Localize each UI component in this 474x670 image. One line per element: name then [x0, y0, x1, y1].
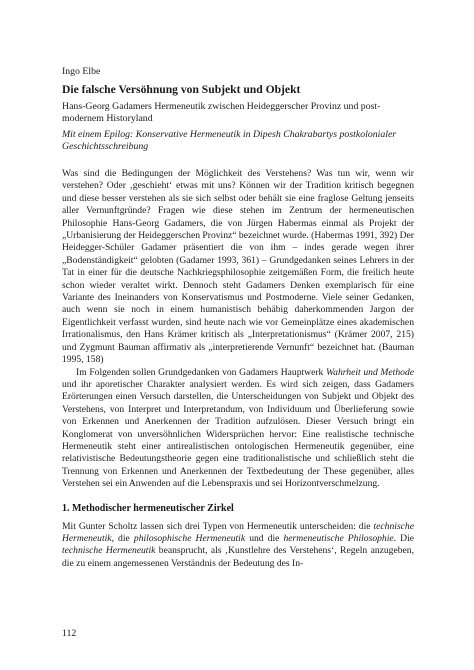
- epilog-note: Mit einem Epilog: Konservative Hermeneutik in Dipesh Chakrabartys postkolonialer Geschichtsschreibung: [62, 129, 397, 152]
- page-number: 112: [62, 628, 77, 639]
- section-heading: 1. Methodischer hermeneutischer Zirkel: [62, 502, 234, 514]
- section-text: beansprucht, als ‚Kunstlehre des Verstehens‘, Regeln anzugeben, die zu einem angemessenen Verständnis der Bedeutung des In-: [62, 545, 414, 569]
- page-content: [62, 66, 414, 570]
- book-title: Wahrheit und Methode: [326, 366, 414, 378]
- section-text: und die: [245, 532, 284, 544]
- emphasis-term: technische Hermeneutik: [62, 520, 414, 544]
- section-text: Mit Gunter Scholtz lassen sich drei Typen von Hermeneutik unterscheiden: die: [62, 520, 374, 532]
- emphasis-term: hermeneutische Philosophie: [283, 532, 394, 544]
- author-name: Ingo Elbe: [62, 66, 101, 77]
- paragraph-2-text: und ihr aporetischer Charakter analysiert werden. Es wird sich zeigen, dass Gadamers Erörterungen einen Versuch darstellen, die Unterscheidungen von Subjekt und Objekt des Verstehens, von Interpret und Interpretandum, von Individuum und Überlieferung sowie von Erkennen und Anerkennen der Tradition aufzulösen. Dieser Versuch bringt ein Konglomerat von unversöhnlichen Widersprüchen hervor: Eine realistische technische Hermeneutik steht einer antirealistischen ontologischen Hermeneutik gegenüber, eine relativistische Bedeutungstheorie gegen eine traditionalistische und schließlich steht die Trennung von Erkennen und Anerkennen der Textbedeutung der These gegenüber, alles Verstehen sei ein Anwenden auf die Lebenspraxis und sei Horizontverschmelzung.: [62, 378, 414, 490]
- section-text: , die: [111, 532, 134, 544]
- article-title: Die falsche Versöhnung von Subjekt und Objekt: [62, 83, 301, 96]
- paragraph-2-text: Im Folgenden sollen Grundgedanken von Gadamers Hauptwerk: [76, 366, 327, 378]
- emphasis-term: technische Hermeneutik: [62, 545, 156, 557]
- article-subtitle: Hans-Georg Gadamers Hermeneutik zwischen Heideggerscher Provinz und postmodernem Historyland: [62, 101, 381, 124]
- emphasis-term: philosophische Hermeneutik: [133, 532, 246, 544]
- body-paragraph-1: Was sind die Bedingungen der Möglichkeit des Verstehens? Was tun wir, wenn wir verstehen? Oder ‚geschieht‘ etwas mit uns? Können wir der Tradition kritisch begegnen und diese besser verstehen als sie sich selbst oder behält sie eine fraglose Geltung jenseits aller Vernunftgründe? Fragen wie diese stehen im Zentrum der hermeneutischen Philosophie Hans-Georg Gadamers, die von Jürgen Habermas einmal als Projekt der „Urbanisierung der Heideggerschen Provinz“ bezeichnet wurde. (Habermas 1991, 392) Der Heidegger-Schüler Gadamer präsentiert die von ihm – indes gerade wegen ihrer „Bodenständigkeit“ gelobten (Gadamer 1993, 361) – Grundgedanken seines Lehrers in der Tat in einer für die deutsche Nachkriegsphilosophie zeitgemäßen Form, die freilich heute schon wieder veraltet wirkt. Dennoch steht Gadamers Denken exemplarisch für eine Variante des Ineinanders von Konservatismus und Postmoderne. Viele seiner Gedanken, auch wenn sie noch in einem humanistisch behäbig daherkommenden Jargon der Eigentlichkeit verfasst wurden, sind heute nach wie vor Gemeinplätze eines akademischen Irrationalismus, den Hans Krämer kritisch als „Interpretationismus“ (Krämer 2007, 215) und Zygmunt Bauman affirmativ als „interpretierende Vernunft“ bezeichnet hat. (Bauman 1995, 158): [62, 168, 414, 366]
- body-paragraph-2: [62, 367, 414, 491]
- section-paragraph-1: [62, 521, 414, 571]
- section-text: . Die: [393, 532, 414, 544]
